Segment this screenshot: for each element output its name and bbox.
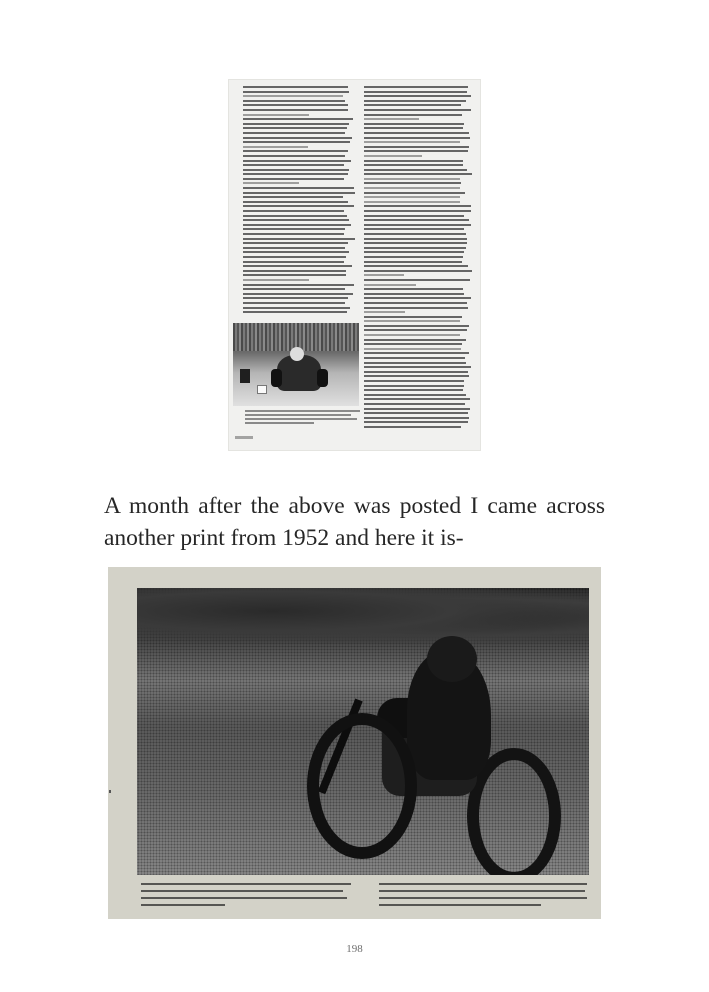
illegible-text-line	[243, 288, 345, 290]
illegible-text-line	[364, 182, 461, 184]
illegible-text-line	[364, 403, 465, 405]
illegible-text-line	[243, 123, 349, 125]
illegible-text-line	[364, 412, 468, 414]
illegible-text-line	[243, 146, 308, 148]
illegible-text-line	[364, 417, 469, 419]
illegible-text-line	[364, 146, 469, 148]
illegible-text-line	[243, 141, 350, 143]
illegible-text-line	[364, 329, 467, 331]
illegible-text-line	[364, 325, 469, 327]
illegible-text-line	[364, 288, 463, 290]
illegible-text-line	[243, 95, 343, 97]
illegible-text-line	[364, 385, 464, 387]
illegible-text-line	[364, 293, 464, 295]
illegible-text-line	[364, 201, 460, 203]
illegible-text-line	[364, 173, 472, 175]
illegible-text-line	[243, 297, 348, 299]
illegible-text-line	[243, 150, 348, 152]
illegible-text-line	[364, 339, 466, 341]
illegible-text-line	[243, 86, 348, 88]
illegible-text-line	[243, 284, 354, 286]
illegible-text-line	[364, 187, 460, 189]
illegible-text-line	[364, 109, 471, 111]
illegible-text-line	[243, 270, 346, 272]
illegible-text-line	[243, 279, 309, 281]
illegible-text-line	[243, 261, 344, 263]
illegible-text-line	[364, 137, 470, 139]
scan-mark	[109, 790, 111, 793]
illegible-text-line	[364, 251, 464, 253]
illegible-text-line	[243, 192, 355, 194]
illegible-text-line	[364, 279, 470, 281]
illegible-text-line	[364, 366, 471, 368]
illegible-text-line	[243, 228, 345, 230]
illegible-text-line	[243, 160, 351, 162]
illegible-text-line	[243, 242, 348, 244]
illegible-text-line	[364, 141, 460, 143]
illegible-text-line	[364, 219, 469, 221]
illegible-text-line	[243, 307, 350, 309]
illegible-text-line	[364, 307, 468, 309]
illegible-text-line	[364, 320, 460, 322]
illegible-text-line	[364, 334, 460, 336]
illegible-text-line	[364, 343, 462, 345]
illegible-text-line	[364, 238, 467, 240]
illegible-text-line	[243, 118, 353, 120]
illegible-text-line	[364, 104, 461, 106]
illegible-text-line	[364, 114, 462, 116]
illegible-text-line	[243, 201, 348, 203]
illegible-text-line	[243, 169, 349, 171]
illegible-text-line	[364, 91, 467, 93]
illegible-text-line	[243, 224, 351, 226]
illegible-text-line	[243, 104, 348, 106]
illegible-text-line	[364, 210, 471, 212]
illegible-text-line	[364, 95, 471, 97]
illegible-text-line	[243, 91, 349, 93]
illegible-text-line	[243, 155, 345, 157]
body-paragraph: A month after the above was posted I came across another print from 1952 and here it is-	[104, 493, 605, 551]
illegible-text-line	[364, 284, 416, 286]
magazine-text-column-right	[364, 86, 472, 434]
illegible-text-line	[364, 352, 469, 354]
illegible-text-line	[243, 251, 349, 253]
illegible-text-line	[364, 196, 460, 198]
illegible-text-line	[364, 426, 461, 428]
illegible-text-line	[364, 224, 471, 226]
illegible-text-line	[364, 178, 460, 180]
illegible-text-line	[364, 118, 419, 120]
illegible-text-line	[243, 233, 344, 235]
motorcycle-photo-caption	[137, 879, 589, 913]
motorcycle-racer-photo	[137, 588, 589, 875]
illegible-text-line	[364, 155, 422, 157]
illegible-text-line	[364, 357, 465, 359]
illegible-text-line	[243, 247, 345, 249]
illegible-text-line	[364, 297, 471, 299]
illegible-text-line	[364, 247, 466, 249]
illegible-text-line	[243, 173, 348, 175]
illegible-text-line	[364, 398, 470, 400]
illegible-text-line	[364, 394, 466, 396]
illegible-text-line	[364, 169, 467, 171]
illegible-text-line	[243, 187, 354, 189]
illegible-text-line	[364, 228, 464, 230]
illegible-text-line	[243, 178, 344, 180]
page-number: 198	[346, 943, 363, 955]
illegible-text-line	[364, 408, 470, 410]
illegible-text-line	[243, 302, 345, 304]
illegible-text-line	[364, 242, 467, 244]
illegible-text-line	[364, 375, 469, 377]
magazine-text-column-left	[243, 86, 355, 318]
illegible-text-line	[243, 219, 349, 221]
illegible-text-line	[364, 274, 404, 276]
illegible-text-line	[243, 164, 344, 166]
illegible-text-line	[364, 150, 468, 152]
illegible-text-line	[243, 205, 354, 207]
illegible-text-line	[243, 100, 345, 102]
illegible-text-line	[364, 127, 463, 129]
illegible-text-line	[364, 270, 472, 272]
illegible-text-line	[243, 311, 347, 313]
illegible-text-line	[364, 302, 467, 304]
illegible-text-line	[243, 127, 347, 129]
illegible-text-line	[364, 421, 468, 423]
illegible-text-line	[364, 233, 466, 235]
illegible-text-line	[364, 160, 463, 162]
illegible-text-line	[243, 293, 353, 295]
illegible-text-line	[243, 265, 352, 267]
illegible-text-line	[243, 256, 346, 258]
illegible-text-line	[364, 316, 462, 318]
illegible-text-line	[364, 132, 469, 134]
illegible-text-line	[364, 256, 463, 258]
scanned-page-number	[235, 436, 253, 439]
illegible-text-line	[243, 182, 299, 184]
illegible-text-line	[364, 164, 463, 166]
illegible-text-line	[364, 389, 463, 391]
illegible-text-line	[364, 261, 462, 263]
illegible-text-line	[243, 132, 345, 134]
race-car-photo	[233, 323, 359, 406]
illegible-text-line	[364, 380, 464, 382]
illegible-text-line	[364, 205, 471, 207]
illegible-text-line	[364, 86, 468, 88]
illegible-text-line	[364, 348, 461, 350]
scanned-motorcycle-print	[108, 567, 601, 919]
illegible-text-line	[243, 196, 343, 198]
illegible-text-line	[364, 100, 466, 102]
illegible-text-line	[243, 210, 344, 212]
illegible-text-line	[364, 362, 466, 364]
race-car-photo-caption	[245, 410, 360, 426]
illegible-text-line	[243, 137, 352, 139]
scanned-magazine-page	[229, 80, 480, 450]
illegible-text-line	[364, 371, 468, 373]
illegible-text-line	[364, 265, 468, 267]
illegible-text-line	[243, 114, 309, 116]
illegible-text-line	[364, 192, 465, 194]
illegible-text-line	[243, 274, 346, 276]
illegible-text-line	[364, 123, 464, 125]
illegible-text-line	[243, 238, 355, 240]
illegible-text-line	[364, 311, 405, 313]
illegible-text-line	[243, 215, 347, 217]
illegible-text-line	[243, 109, 348, 111]
illegible-text-line	[364, 215, 464, 217]
